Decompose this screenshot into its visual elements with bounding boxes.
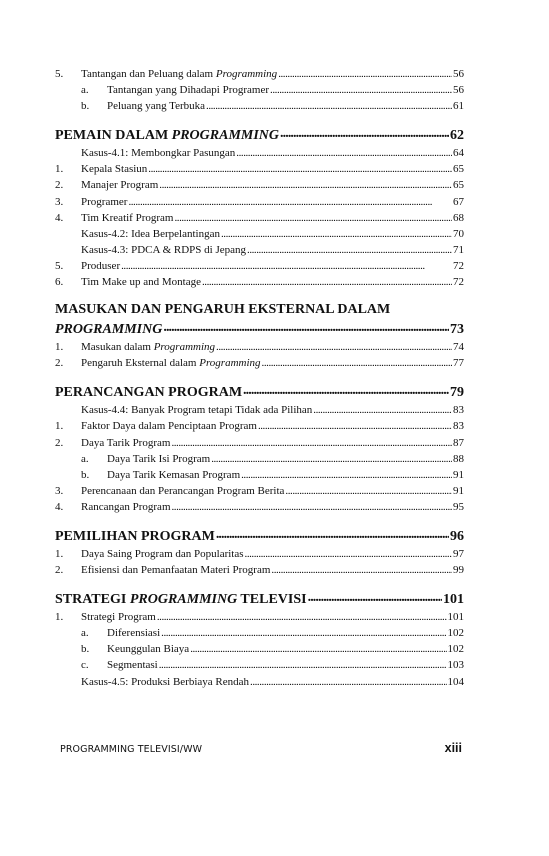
toc-entry[interactable]	[55, 674, 464, 690]
entry-label: Efisiensi dan Pemanfaatan Materi Program	[81, 564, 271, 577]
entry-page: 97	[453, 547, 464, 560]
entry-label: Diferensiasi	[107, 627, 161, 640]
entry-label: Tim Kreatif Program	[81, 211, 174, 224]
toc-entry[interactable]	[55, 274, 464, 290]
entry-page: 56	[453, 68, 464, 80]
toc-entry[interactable]	[55, 194, 464, 210]
dot-leader	[247, 242, 452, 253]
entry-number: 2.	[55, 357, 64, 370]
dot-leader	[121, 258, 452, 269]
entry-page: 64	[453, 147, 464, 160]
toc-entry[interactable]	[55, 546, 464, 562]
entry-page: 70	[453, 227, 464, 240]
entry-label: Kepala Stasiun	[81, 163, 148, 176]
chapter-page: 79	[450, 385, 464, 401]
entry-number: 6.	[55, 276, 64, 289]
dot-leader	[270, 82, 452, 93]
entry-page: 91	[453, 468, 464, 481]
entry-label: Peluang yang Terbuka	[107, 100, 206, 113]
entry-label: Tim Make up and Montage	[81, 276, 201, 289]
entry-label: Tantangan yang Dihadapi Programer	[107, 84, 270, 97]
dot-leader	[161, 625, 446, 636]
entry-label: Kasus-4.3: PDCA & RDPS di Jepang	[81, 243, 247, 256]
dot-leader	[280, 125, 449, 139]
chapter-page: 96	[450, 528, 464, 544]
entry-number: 1.	[55, 341, 64, 354]
dot-leader	[250, 674, 446, 685]
entry-page: 88	[453, 452, 464, 465]
entry-label: Masukan dalam Programming	[81, 341, 216, 354]
chapter-heading[interactable]	[55, 526, 464, 546]
entry-number: b.	[81, 100, 90, 113]
chapter-page: 73	[450, 322, 464, 338]
dot-leader	[174, 210, 452, 221]
table-of-contents	[55, 66, 464, 690]
dot-leader	[190, 641, 446, 652]
entry-label: Programer	[81, 195, 128, 208]
entry-number: b.	[81, 468, 90, 481]
entry-number: 1.	[55, 611, 64, 624]
entry-number: 2.	[55, 436, 64, 449]
entry-label: Kasus-4.4: Banyak Program tetapi Tidak ada Pilihan	[81, 404, 313, 417]
entry-label: Daya Saing Program dan Popularitas	[81, 547, 244, 560]
entry-number: a.	[81, 84, 89, 97]
toc-entry[interactable]	[55, 177, 464, 193]
chapter-title: PERANCANGAN PROGRAM	[55, 385, 243, 401]
dot-leader	[159, 657, 447, 668]
dot-leader	[271, 562, 452, 573]
dot-leader	[245, 546, 452, 557]
toc-entry[interactable]	[55, 339, 464, 355]
toc-entry[interactable]	[55, 402, 464, 418]
chapter-title-line[interactable]: MASUKAN DAN PENGARUH EKSTERNAL DALAM	[55, 302, 391, 318]
entry-page: 72	[453, 276, 464, 289]
entry-number: 3.	[55, 484, 64, 497]
toc-entry[interactable]	[55, 609, 464, 625]
entry-number: b.	[81, 643, 90, 656]
toc-entry[interactable]	[55, 98, 464, 114]
entry-label: Pengaruh Eksternal dalam Programming	[81, 357, 261, 370]
running-footer: PROGRAMMING TELEVISI/WW	[60, 744, 203, 755]
toc-entry[interactable]	[55, 82, 464, 98]
entry-number: 1.	[55, 547, 64, 560]
entry-page: 68	[453, 211, 464, 224]
entry-label: Strategi Program	[81, 611, 156, 624]
entry-label: Kasus-4.5: Produksi Berbiaya Rendah	[81, 675, 250, 688]
entry-number: a.	[81, 627, 89, 640]
toc-entry[interactable]	[55, 418, 464, 434]
dot-leader	[221, 226, 452, 237]
dot-leader	[236, 145, 452, 156]
dot-leader	[258, 418, 452, 429]
dot-leader	[202, 274, 452, 285]
chapter-title: PEMAIN DALAM PROGRAMMING	[55, 128, 280, 144]
dot-leader	[262, 355, 452, 366]
entry-page: 87	[453, 436, 464, 449]
entry-label: Faktor Daya dalam Penciptaan Program	[81, 420, 257, 433]
chapter-heading[interactable]	[55, 589, 464, 609]
entry-page: 72	[453, 259, 464, 272]
toc-entry[interactable]	[55, 210, 464, 226]
entry-number: 2.	[55, 564, 64, 577]
entry-page: 83	[453, 404, 464, 417]
entry-page: 56	[453, 84, 464, 97]
entry-label: Daya Tarik Isi Program	[107, 452, 211, 465]
dot-leader	[216, 339, 452, 350]
toc-entry[interactable]	[55, 483, 464, 499]
entry-page: 61	[453, 100, 464, 113]
chapter-heading[interactable]	[55, 125, 464, 145]
entry-number: 4.	[55, 500, 64, 513]
entry-label: Keunggulan Biaya	[107, 643, 190, 656]
dot-leader	[243, 382, 449, 396]
entry-number: 5.	[55, 259, 64, 272]
entry-number: 4.	[55, 211, 64, 224]
dot-leader	[128, 194, 452, 205]
entry-label: Kasus-4.2: Idea Berpelantingan	[81, 227, 220, 240]
page-number: xiii	[444, 741, 462, 755]
dot-leader	[172, 499, 453, 510]
entry-page: 99	[453, 564, 464, 577]
entry-number: 1.	[55, 163, 64, 176]
chapter-title: PROGRAMMING	[55, 322, 163, 338]
toc-entry[interactable]	[55, 467, 464, 483]
chapter-heading[interactable]	[55, 382, 464, 402]
entry-label: Daya Tarik Kemasan Program	[107, 468, 241, 481]
toc-entry[interactable]	[55, 562, 464, 578]
entry-page: 67	[453, 195, 464, 208]
toc-entry[interactable]	[55, 161, 464, 177]
chapter-heading[interactable]	[55, 319, 464, 339]
entry-page: 77	[453, 357, 464, 370]
chapter-page: 62	[450, 128, 464, 144]
toc-entry[interactable]	[55, 355, 464, 371]
dot-leader	[171, 435, 452, 446]
toc-entry[interactable]	[55, 657, 464, 673]
entry-page: 101	[447, 611, 464, 624]
dot-leader	[211, 451, 452, 462]
dot-leader	[206, 98, 452, 109]
dot-leader	[308, 589, 442, 603]
toc-entry[interactable]	[55, 451, 464, 467]
toc-entry[interactable]	[55, 242, 464, 258]
dot-leader	[241, 467, 452, 478]
entry-page: 65	[453, 179, 464, 192]
entry-label: Rancangan Program	[81, 500, 171, 513]
dot-leader	[148, 161, 452, 172]
entry-page: 104	[447, 675, 464, 688]
entry-page: 95	[453, 500, 464, 513]
entry-label: Manajer Program	[81, 179, 159, 192]
toc-entry[interactable]	[55, 66, 464, 82]
dot-leader	[278, 66, 452, 77]
entry-number: 1.	[55, 420, 64, 433]
toc-entry[interactable]	[55, 641, 464, 657]
dot-leader	[285, 483, 452, 494]
entry-page: 74	[453, 341, 464, 354]
toc-entry[interactable]	[55, 499, 464, 515]
entry-label: Daya Tarik Program	[81, 436, 171, 449]
entry-page: 71	[453, 243, 464, 256]
toc-entry[interactable]	[55, 226, 464, 242]
chapter-page: 101	[443, 592, 464, 608]
entry-page: 102	[447, 627, 464, 640]
entry-number: 5.	[55, 68, 64, 80]
toc-entry[interactable]	[55, 435, 464, 451]
entry-page: 83	[453, 420, 464, 433]
dot-leader	[159, 177, 452, 188]
entry-label: Tantangan dan Peluang dalam Programming	[81, 68, 278, 80]
entry-page: 103	[447, 659, 464, 672]
chapter-title: STRATEGI PROGRAMMING TELEVISI	[55, 592, 307, 608]
entry-page: 102	[447, 643, 464, 656]
entry-number: c.	[81, 659, 89, 672]
toc-entry[interactable]	[55, 625, 464, 641]
dot-leader	[216, 526, 449, 540]
toc-entry[interactable]	[55, 258, 464, 274]
entry-label: Segmentasi	[107, 659, 158, 672]
dot-leader	[313, 402, 452, 413]
dot-leader	[157, 609, 447, 620]
entry-page: 91	[453, 484, 464, 497]
chapter-title: PEMILIHAN PROGRAM	[55, 528, 215, 544]
entry-page: 65	[453, 163, 464, 176]
entry-label: Kasus-4.1: Membongkar Pasungan	[81, 147, 236, 160]
entry-number: 2.	[55, 179, 64, 192]
entry-label: Produser	[81, 259, 121, 272]
entry-label: Perencanaan dan Perancangan Program Berita	[81, 484, 285, 497]
dot-leader	[163, 319, 449, 333]
entry-number: 3.	[55, 195, 64, 208]
entry-number: a.	[81, 452, 89, 465]
toc-entry[interactable]	[55, 145, 464, 161]
